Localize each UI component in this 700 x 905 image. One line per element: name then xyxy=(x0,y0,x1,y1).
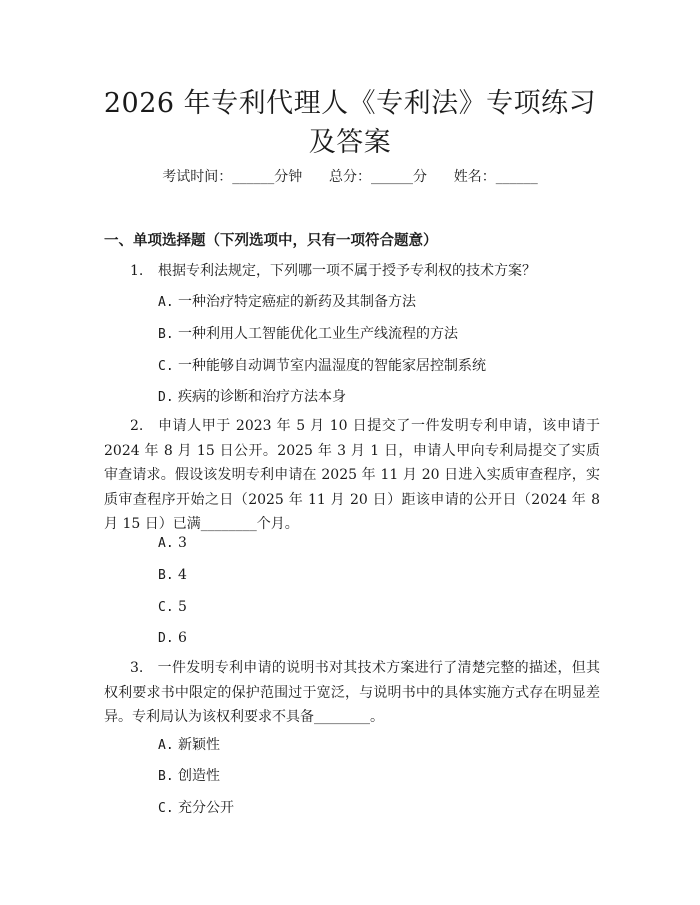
option-letter: B. xyxy=(158,327,174,342)
option-letter: C. xyxy=(158,600,174,615)
option-text: 4 xyxy=(178,567,187,583)
option-text: 3 xyxy=(178,535,187,551)
option-text: 新颖性 xyxy=(178,737,220,753)
option-letter: C. xyxy=(158,801,174,816)
question-3 xyxy=(104,656,600,730)
option-text: 5 xyxy=(178,599,187,615)
option-text: 6 xyxy=(178,630,187,646)
question-2-option-c xyxy=(158,597,187,618)
question-3-option-a xyxy=(158,735,220,756)
question-number: 1. xyxy=(130,263,144,279)
option-text: 充分公开 xyxy=(178,800,234,816)
option-letter: A. xyxy=(158,295,174,310)
question-number: 2. xyxy=(130,418,144,434)
question-3-option-b xyxy=(158,766,220,787)
option-text: 创造性 xyxy=(178,768,220,784)
question-text: 一件发明专利申请的说明书对其技术方案进行了清楚完整的描述，但其权利要求书中限定的保护范围过于宽泛，与说明书中的具体实施方式存在明显差异。专利局认为该权利要求不具备________。 xyxy=(104,660,600,725)
section-heading: 一、单项选择题（下列选项中，只有一项符合题意） xyxy=(104,233,438,249)
exam-info-line: 考试时间：______分钟 总分：______分 姓名：______ xyxy=(162,169,538,185)
option-text: 一种利用人工智能优化工业生产线流程的方法 xyxy=(178,326,458,342)
option-text: 疾病的诊断和治疗方法本身 xyxy=(178,389,346,405)
question-1-option-b xyxy=(158,324,458,345)
option-letter: A. xyxy=(158,536,174,551)
option-letter: C. xyxy=(158,359,174,374)
option-letter: B. xyxy=(158,568,174,583)
question-2-option-d xyxy=(158,628,187,649)
option-letter: A. xyxy=(158,738,174,753)
question-number: 3. xyxy=(130,660,144,676)
question-2 xyxy=(104,414,600,537)
option-letter: D. xyxy=(158,390,174,405)
question-text: 申请人甲于 2023 年 5 月 10 日提交了一件发明专利申请，该申请于 2024 年 8 月 15 日公开。2025 年 3 月 1 日，申请人甲向专利局提交了实质审查请求。假设该发明专利申请在 2025 年 11 月 20 日进入实质审查程序，实质审查程序开始之日（2025 年 11 月 20 日）距该申请的公开日（2024 年 8 月 15 日）已满________个月。 xyxy=(104,418,600,532)
question-3-option-c xyxy=(158,798,234,819)
option-text: 一种治疗特定癌症的新药及其制备方法 xyxy=(178,294,416,310)
option-letter: D. xyxy=(158,631,174,646)
question-2-option-a xyxy=(158,533,187,554)
question-1-option-a xyxy=(158,292,416,313)
question-1-option-d xyxy=(158,387,346,408)
question-2-option-b xyxy=(158,565,187,586)
question-text: 根据专利法规定，下列哪一项不属于授予专利权的技术方案？ xyxy=(158,263,536,279)
question-1-option-c xyxy=(158,356,486,377)
option-letter: B. xyxy=(158,769,174,784)
question-1 xyxy=(130,261,536,281)
option-text: 一种能够自动调节室内温湿度的智能家居控制系统 xyxy=(178,358,486,374)
document-title: 2026 年专利代理人《专利法》专项练习及答案 xyxy=(103,88,597,158)
